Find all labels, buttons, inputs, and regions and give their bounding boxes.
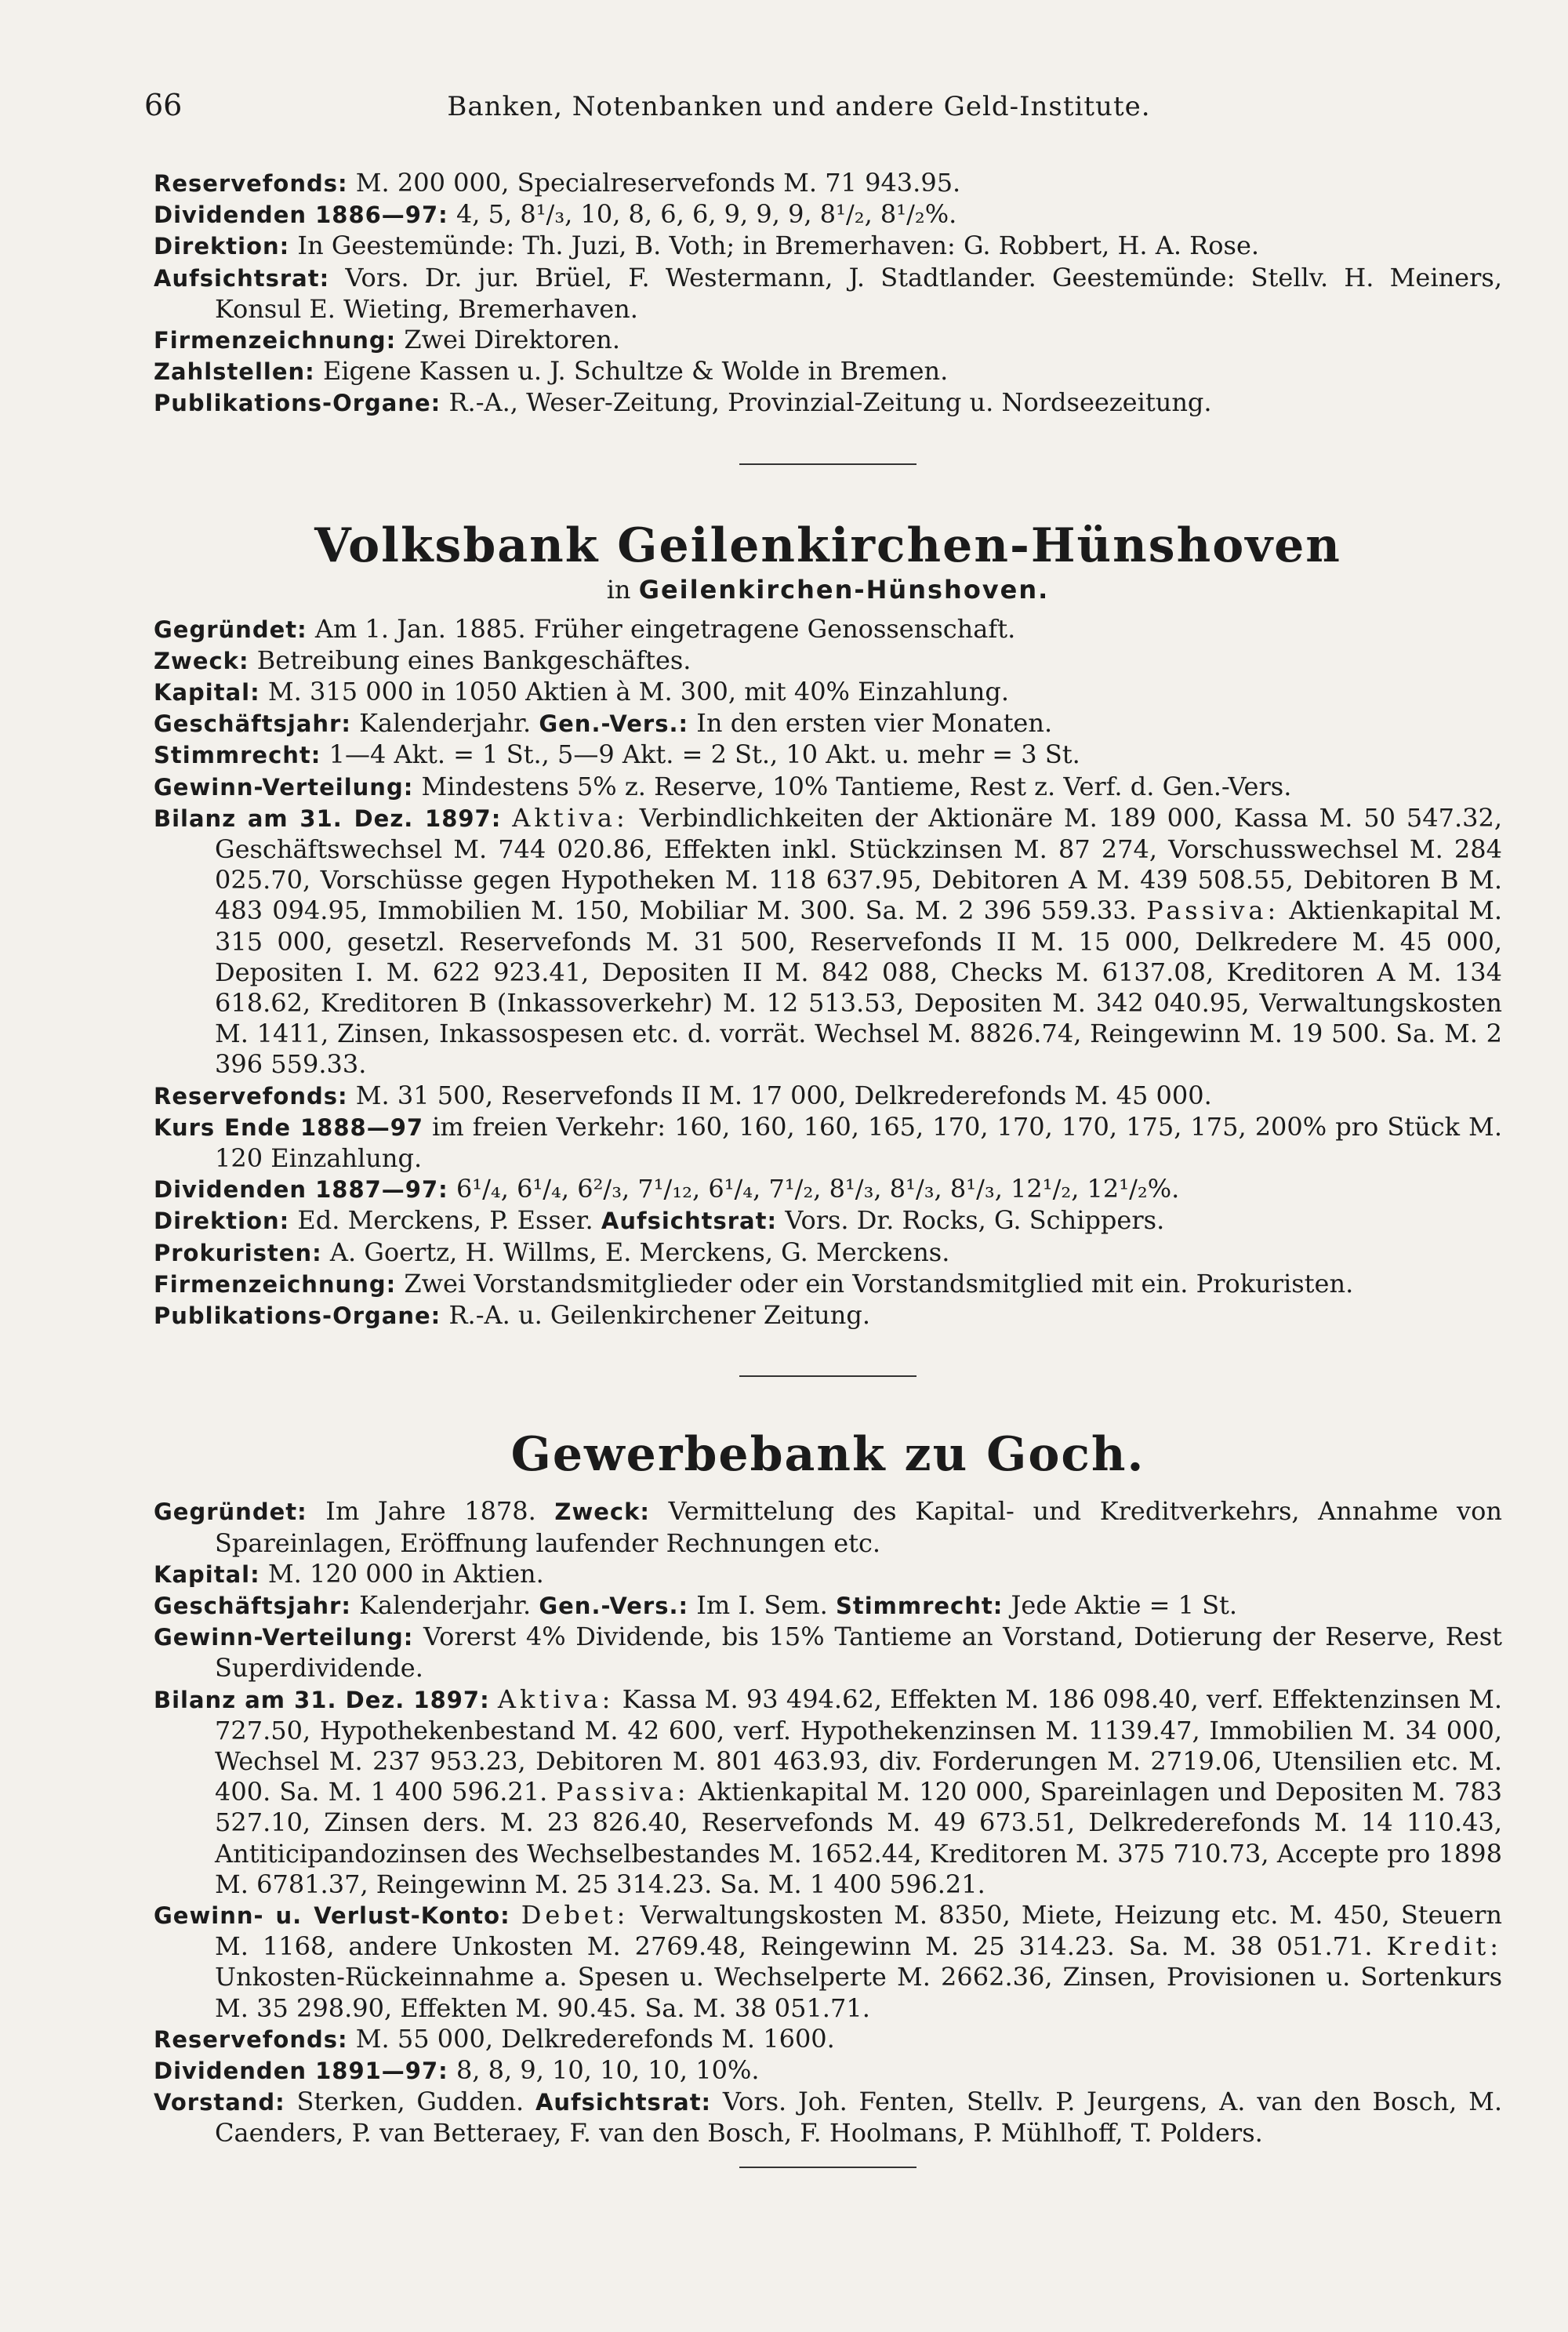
running-title: Banken, Notenbanken und andere Geld-Institute.: [447, 91, 1151, 122]
entry-kurs: Kurs Ende 1888—97 im freien Verkehr: 160, 160, 160, 165, 170, 170, 170, 175, 175, 200% pro Stück M. 120 Einzahlung.: [154, 1111, 1502, 1174]
entry-publikation: Publikations-Organe: R.-A., Weser-Zeitung, Provinzial-Zeitung u. Nordseezeitung.: [154, 387, 1212, 418]
entry-direktion: Direktion: Ed. Merckens, P. Esser. Aufsichtsrat: Vors. Dr. Rocks, G. Schippers.: [154, 1205, 1165, 1236]
entry-vorstand: Vorstand: Sterken, Gudden. Aufsichtsrat: Vors. Joh. Fenten, Stellv. P. Jeurgens, A. van den Bosch, M. Caenders, P. van Betteraey, F. van den Bosch, F. Hoolmans, P. Mühlhoff, T. Polders.: [154, 2087, 1503, 2149]
entry-firmenzeichnung: Firmenzeichnung: Zwei Direktoren.: [154, 325, 620, 355]
entry-prokuristen: Prokuristen: A. Goertz, H. Willms, E. Merckens, G. Merckens.: [154, 1237, 950, 1267]
entry-reservefonds: Reservefonds: M. 31 500, Reservefonds II M. 17 000, Delkrederefonds M. 45 000.: [154, 1080, 1212, 1110]
entry-gewinn-verteilung: Gewinn-Verteilung: Vorerst 4% Dividende, bis 15% Tantieme an Vorstand, Dotierung der Reserve, Rest Superdividende.: [154, 1622, 1502, 1684]
entry-reservefonds: Reservefonds: M. 55 000, Delkrederefonds M. 1600.: [154, 2023, 835, 2054]
entry-geschaeftsjahr: Geschäftsjahr: Kalenderjahr. Gen.-Vers.: Im I. Sem. Stimmrecht: Jede Aktie = 1 St.: [154, 1589, 1238, 1620]
section-divider: [739, 2167, 916, 2168]
entry-kapital: Kapital: M. 315 000 in 1050 Aktien à M. 300, mit 40% Einzahlung.: [154, 677, 1009, 707]
entry-gewinn-verlust-konto: Gewinn- u. Verlust-Konto: Debet: Verwaltungskosten M. 8350, Miete, Heizung etc. M. 450, Steuern M. 1168, andere Unkosten M. 2769.48, Reingewinn M. 25 314.23. Sa. M. 38 051.71. Kredit: Unkosten-Rückeinnahme a. Spesen u. Wechselperte M. 2662.36, Zinsen, Provisionen u. Sortenkurs M. 35 298.90, Effekten M. 90.45. Sa. M. 38 051.71.: [154, 1899, 1503, 2023]
entry-dividenden: Dividenden 1886—97: 4, 5, 8¹/₃, 10, 8, 6, 6, 9, 9, 9, 8¹/₂, 8¹/₂%.: [154, 199, 957, 230]
previous-bank-section: [154, 168, 1502, 420]
volksbank-section: [154, 518, 1502, 1332]
entry-bilanz: Bilanz am 31. Dez. 1897: Aktiva: Kassa M. 93 494.62, Effekten M. 186 098.40, verf. Effektenzinsen M. 727.50, Hypothekenbestand M. 42 600, verf. Hypothekenzinsen M. 1139.47, Immobilien M. 34 000, Wechsel M. 237 953.23, Debitoren M. 801 463.93, div. Forderungen M. 2719.06, Utensilien etc. M. 400. Sa. M. 1 400 596.21. Passiva: Aktienkapital M. 120 000, Spareinlagen und Depositen M. 783 527.10, Zinsen ders. M. 23 826.40, Reservefonds M. 49 673.51, Delkrederefonds M. 14 110.43, Antiticipandozinsen des Wechselbestandes M. 1652.44, Kreditoren M. 375 710.73, Accepte pro 1898 M. 6781.37, Reingewinn M. 25 314.23. Sa. M. 1 400 596.21.: [154, 1684, 1503, 1899]
section-title: Volksbank Geilenkirchen-Hünshoven: [314, 518, 1341, 573]
entry-zahlstellen: Zahlstellen: Eigene Kassen u. J. Schultze & Wolde in Bremen.: [154, 356, 949, 387]
entry-geschaeftsjahr: Geschäftsjahr: Kalenderjahr. Gen.-Vers.: In den ersten vier Monaten.: [154, 708, 1053, 739]
entry-gegruendet: Gegründet: Am 1. Jan. 1885. Früher eingetragene Genossenschaft.: [154, 613, 1016, 644]
entry-publikation: Publikations-Organe: R.-A. u. Geilenkirchener Zeitung.: [154, 1300, 870, 1331]
entry-dividenden: Dividenden 1891—97: 8, 8, 9, 10, 10, 10, 10%.: [154, 2054, 760, 2085]
section-title: Gewerbebank zu Goch.: [510, 1427, 1145, 1483]
entry-gegruendet: Gegründet: Im Jahre 1878. Zweck: Vermittelung des Kapital- und Kreditverkehrs, Annahme von Spareinlagen, Eröffnung laufender Rechnungen etc.: [154, 1496, 1503, 1558]
page-number: 66: [144, 88, 183, 122]
entry-zweck: Zweck: Betreibung eines Bankgeschäftes.: [154, 645, 691, 675]
entry-bilanz: Bilanz am 31. Dez. 1897: Aktiva: Verbindlichkeiten der Aktionäre M. 189 000, Kassa M. 50 547.32, Geschäftswechsel M. 744 020.86, Effekten inkl. Stückzinsen M. 87 274, Vorschusswechsel M. 284 025.70, Vorschüsse gegen Hypotheken M. 118 637.95, Debitoren A M. 439 508.55, Debitoren B M. 483 094.95, Immobilien M. 150, Mobiliar M. 300. Sa. M. 2 396 559.33. Passiva: Aktienkapital M. 315 000, gesetzl. Reservefonds M. 31 500, Reservefonds II M. 15 000, Delkredere M. 45 000, Depositen I. M. 622 923.41, Depositen II M. 842 088, Checks M. 6137.08, Kreditoren A M. 134 618.62, Kreditoren B (Inkassoverkehr) M. 12 513.53, Depositen M. 342 040.95, Verwaltungskosten M. 1411, Zinsen, Inkassospesen etc. d. vorrät. Wechsel M. 8826.74, Reingewinn M. 19 500. Sa. M. 2 396 559.33.: [154, 802, 1503, 1080]
entry-reservefonds: Reservefonds: M. 200 000, Specialreservefonds M. 71 943.95.: [154, 168, 961, 198]
entry-aufsichtsrat: Aufsichtsrat: Vors. Dr. jur. Brüel, F. Westermann, J. Stadtlander. Geestemünde: Stellv. H. Meiners, Konsul E. Wieting, Bremerhaven.: [154, 262, 1502, 324]
page-header: [144, 88, 1454, 135]
entry-gewinn-verteilung: Gewinn-Verteilung: Mindestens 5% z. Reserve, 10% Tantieme, Rest z. Verf. d. Gen.-Vers.: [154, 771, 1292, 801]
section-subtitle: in Geilenkirchen-Hünshoven.: [606, 574, 1050, 605]
entry-dividenden: Dividenden 1887—97: 6¹/₄, 6¹/₄, 6²/₃, 7¹/₁₂, 6¹/₄, 7¹/₂, 8¹/₃, 8¹/₃, 8¹/₃, 12¹/₂, 12¹/₂%.: [154, 1174, 1180, 1204]
entry-kapital: Kapital: M. 120 000 in Aktien.: [154, 1558, 544, 1589]
gewerbebank-section: [154, 1427, 1502, 2149]
entry-direktion: Direktion: In Geestemünde: Th. Juzi, B. Voth; in Bremerhaven: G. Robbert, H. A. Rose.: [154, 231, 1260, 261]
entry-firmenzeichnung: Firmenzeichnung: Zwei Vorstandsmitglieder oder ein Vorstandsmitglied mit ein. Prokuristen.: [154, 1268, 1354, 1299]
page-content: [154, 168, 1502, 2168]
section-divider: [739, 463, 916, 465]
section-divider: [739, 1375, 916, 1377]
entry-stimmrecht: Stimmrecht: 1—4 Akt. = 1 St., 5—9 Akt. = 2 St., 10 Akt. u. mehr = 3 St.: [154, 739, 1080, 770]
